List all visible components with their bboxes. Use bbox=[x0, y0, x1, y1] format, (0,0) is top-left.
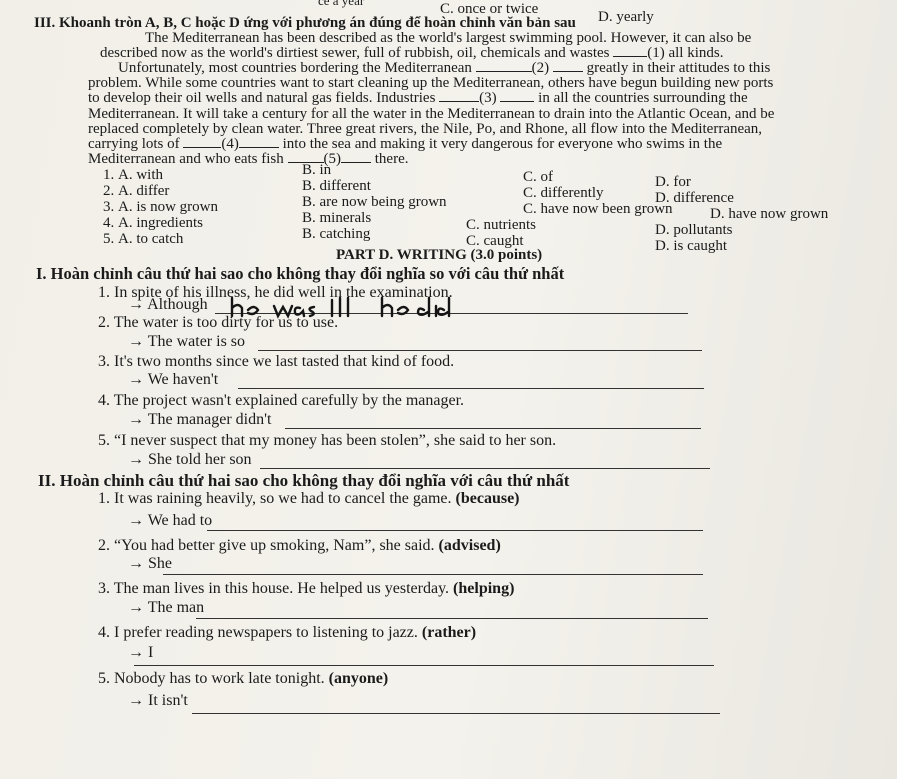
section2-prompt-1: → We had to bbox=[128, 512, 213, 529]
option-row-2: 2. A. differ bbox=[103, 183, 170, 199]
option-row-5: 5. A. to catch bbox=[103, 231, 184, 247]
option-a[interactable]: A. ingredients bbox=[118, 215, 203, 231]
section1-heading: I. Hoàn chỉnh câu thứ hai sao cho không thay đổi nghĩa so với câu thứ nhất bbox=[36, 264, 565, 283]
passage-line: carrying lots of (4) into the sea and making it very dangerous for everyone who swims in the bbox=[88, 136, 723, 152]
section1-question-1: 1. In spite of his illness, he did well in the examination. bbox=[98, 284, 453, 301]
passage-line: Mediterranean. It will take a century for all the water in the Mediterranean to drain into the Atlantic Ocean, and be bbox=[88, 106, 775, 122]
section1-prompt-3: → We haven't bbox=[128, 371, 219, 388]
section2-question-1: 1. It was raining heavily, so we had to cancel the game. (because) bbox=[98, 490, 520, 507]
option-b[interactable]: B. different bbox=[302, 178, 371, 194]
answer-field[interactable] bbox=[192, 713, 720, 714]
section2-prompt-4: → I bbox=[128, 644, 154, 661]
section1-prompt-2: → The water is so bbox=[128, 333, 246, 350]
blank-1[interactable] bbox=[613, 46, 647, 57]
section1-question-3: 3. It's two months since we last tasted that kind of food. bbox=[98, 353, 455, 370]
top-option-d: D. yearly bbox=[598, 9, 654, 25]
option-a[interactable]: A. differ bbox=[118, 183, 170, 199]
option-c[interactable]: C. caught bbox=[466, 233, 524, 249]
part3-heading: III. Khoanh tròn A, B, C hoặc D ứng với phương án đúng để hoàn chỉnh văn bản sau bbox=[34, 15, 576, 31]
section1-prompt-1: → Although bbox=[128, 296, 208, 313]
section2-question-5: 5. Nobody has to work late tonight. (anyone) bbox=[98, 670, 389, 687]
answer-field[interactable] bbox=[163, 574, 703, 575]
option-b[interactable]: B. are now being grown bbox=[302, 194, 447, 210]
passage-line: to develop their oil wells and natural gas fields. Industries (3) in all the countries surrounding the bbox=[88, 90, 748, 106]
part-d-title: PART D. WRITING (3.0 points) bbox=[336, 247, 543, 263]
answer-field[interactable] bbox=[134, 665, 714, 666]
section2-prompt-3: → The man bbox=[128, 599, 205, 616]
answer-field[interactable] bbox=[285, 428, 701, 429]
option-d[interactable]: D. for bbox=[655, 174, 691, 190]
option-row-1: 1. A. with bbox=[103, 167, 163, 183]
section2-prompt-5: → It isn't bbox=[128, 692, 188, 709]
section1-question-5: 5. “I never suspect that my money has been stolen”, she said to her son. bbox=[98, 432, 557, 449]
section2-heading: II. Hoàn chỉnh câu thứ hai sao cho không thay đổi nghĩa với câu thứ nhất bbox=[38, 471, 570, 490]
option-d[interactable]: D. pollutants bbox=[655, 222, 733, 238]
section2-question-4: 4. I prefer reading newspapers to listening to jazz. (rather) bbox=[98, 624, 477, 641]
option-row-4: 4. A. ingredients bbox=[103, 215, 203, 231]
answer-field[interactable] bbox=[196, 618, 708, 619]
option-c[interactable]: C. nutrients bbox=[466, 217, 536, 233]
option-d[interactable]: D. difference bbox=[655, 190, 734, 206]
answer-field[interactable] bbox=[260, 468, 710, 469]
option-a[interactable]: A. to catch bbox=[118, 231, 184, 247]
passage-line: Mediterranean and who eats fish (5) there. bbox=[88, 151, 409, 167]
top-option-c: C. once or twice bbox=[440, 1, 539, 17]
passage-line: described now as the world's dirtiest sewer, full of rubbish, oil, chemicals and wastes (1) all kinds. bbox=[100, 45, 724, 61]
option-c[interactable]: C. have now been grown bbox=[523, 201, 673, 217]
option-row-3: 3. A. is now grown bbox=[103, 199, 218, 215]
passage-line: replaced completely by clean water. Three great rivers, the Nile, Po, and Rhone, all flow into the Mediterranean, bbox=[88, 121, 763, 137]
section1-prompt-4: → The manager didn't bbox=[128, 411, 272, 428]
blank-3[interactable] bbox=[439, 91, 479, 102]
option-c[interactable]: C. differently bbox=[523, 185, 604, 201]
section2-question-2: 2. “You had better give up smoking, Nam”, she said. (advised) bbox=[98, 537, 501, 554]
section2-prompt-2: → She bbox=[128, 555, 172, 572]
option-a[interactable]: A. is now grown bbox=[118, 199, 218, 215]
option-d[interactable]: D. have now grown bbox=[710, 206, 829, 222]
option-d[interactable]: D. is caught bbox=[655, 238, 728, 254]
option-b[interactable]: B. catching bbox=[302, 226, 371, 242]
section2-question-3: 3. The man lives in this house. He helped us yesterday. (helping) bbox=[98, 580, 515, 597]
option-b[interactable]: B. in bbox=[302, 162, 332, 178]
passage-line: Unfortunately, most countries bordering the Mediterranean (2) greatly in their attitudes to this bbox=[118, 60, 771, 76]
blank-4[interactable] bbox=[183, 137, 221, 148]
blank-2[interactable] bbox=[476, 61, 532, 72]
section1-prompt-5: → She told her son bbox=[128, 451, 252, 468]
option-a[interactable]: A. with bbox=[118, 167, 163, 183]
section1-question-4: 4. The project wasn't explained carefully by the manager. bbox=[98, 392, 465, 409]
section1-question-2: 2. The water is too dirty for us to use. bbox=[98, 314, 339, 331]
passage-line: The Mediterranean has been described as the world's largest swimming pool. However, it can also be bbox=[145, 30, 752, 46]
option-b[interactable]: B. minerals bbox=[302, 210, 372, 226]
top-option-a: ce a year bbox=[318, 0, 365, 8]
passage-line: problem. While some countries want to start cleaning up the Mediterranean, others have begun building new ports bbox=[88, 75, 774, 91]
option-c[interactable]: C. of bbox=[523, 169, 553, 185]
answer-field[interactable] bbox=[238, 388, 704, 389]
answer-field[interactable] bbox=[207, 530, 703, 531]
answer-field[interactable] bbox=[258, 350, 702, 351]
